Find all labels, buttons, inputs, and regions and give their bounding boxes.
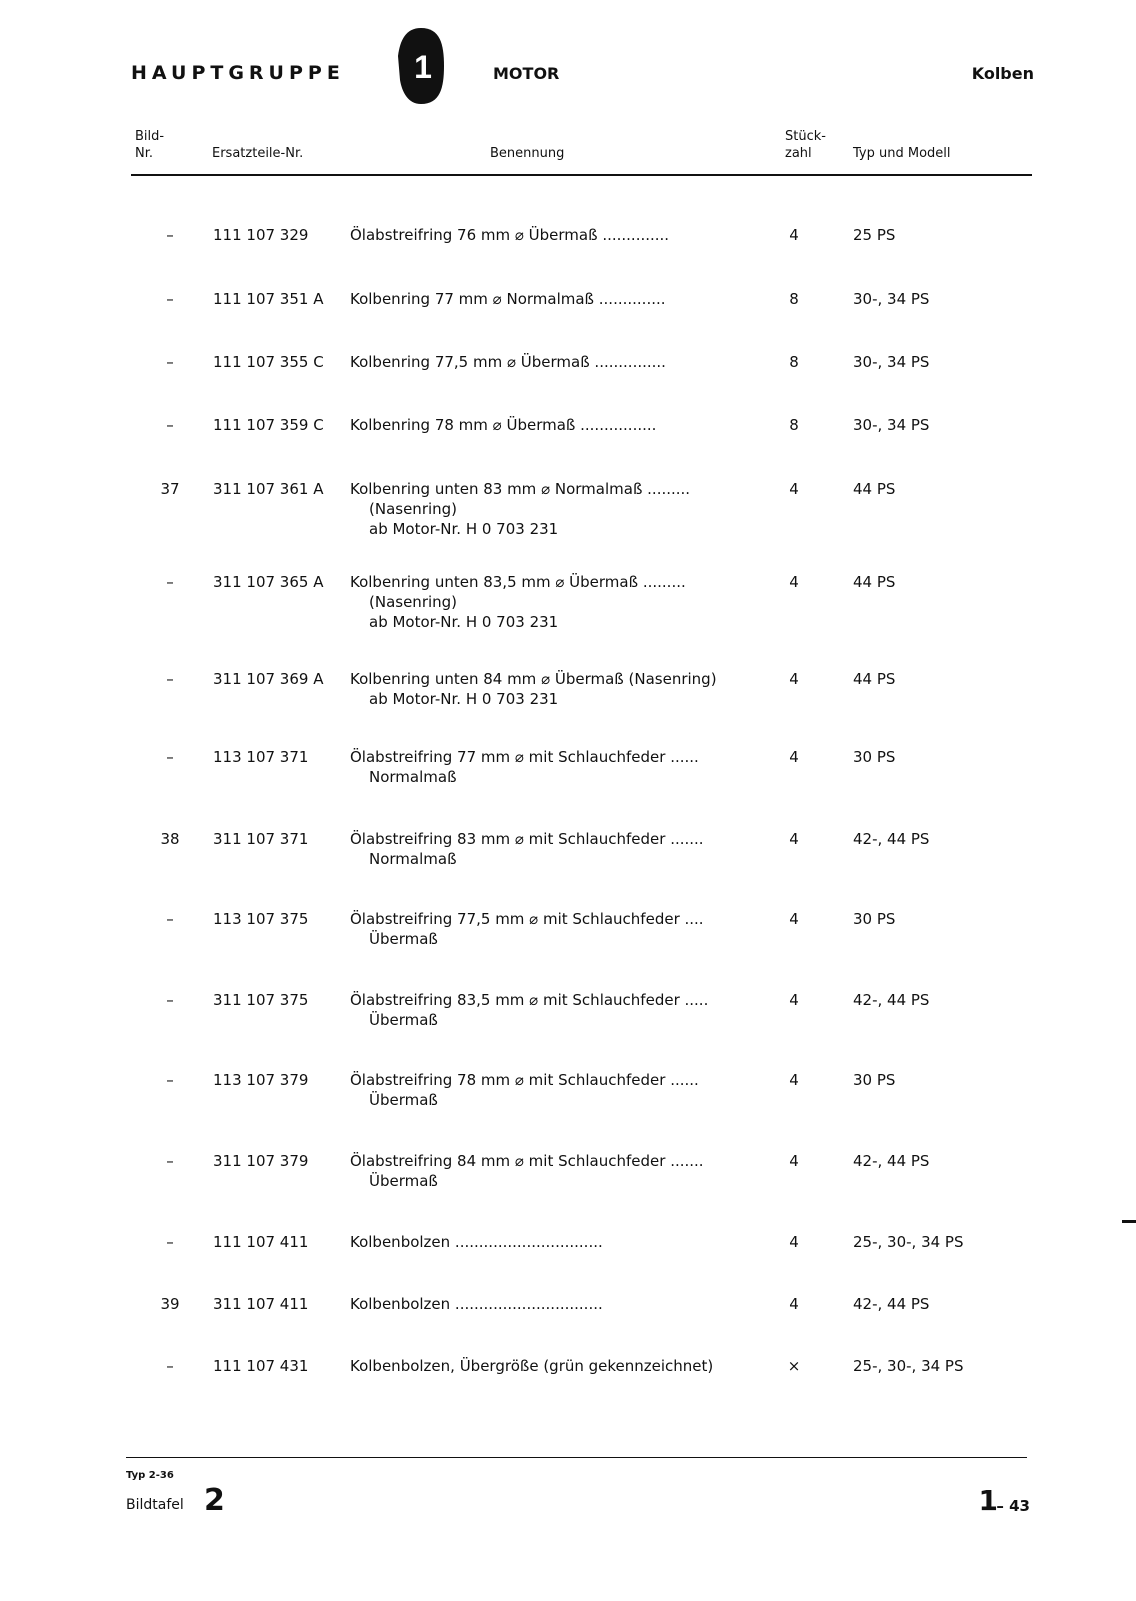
part-name-main: Kolbenring unten 83,5 mm ⌀ Übermaß .........: [350, 573, 686, 591]
part-number: 311 107 361 A: [213, 480, 324, 498]
column-header-qty-line1: Stück-: [785, 129, 826, 144]
part-name-main: Ölabstreifring 78 mm ⌀ mit Schlauchfeder ......: [350, 1071, 699, 1089]
group-number: 1: [414, 49, 432, 85]
part-number: 311 107 371: [213, 830, 309, 848]
bild-number: –: [166, 416, 174, 434]
column-header-bild-line1: Bild-: [135, 129, 165, 144]
type-model: 44 PS: [853, 670, 896, 688]
quantity: 8: [789, 290, 799, 308]
part-name-main: Kolbenbolzen ...............................: [350, 1295, 603, 1313]
page-number-sub: – 43: [996, 1497, 1030, 1515]
type-model: 25-, 30-, 34 PS: [853, 1357, 964, 1375]
part-name-main: Ölabstreifring 83 mm ⌀ mit Schlauchfeder .......: [350, 830, 704, 848]
part-number: 111 107 355 C: [213, 353, 324, 371]
part-name-detail: Übermaß: [369, 1011, 438, 1029]
quantity: 4: [789, 1233, 799, 1251]
part-number: 111 107 329: [213, 226, 309, 244]
part-number: 113 107 375: [213, 910, 309, 928]
part-number: 311 107 375: [213, 991, 309, 1009]
type-model: 30-, 34 PS: [853, 353, 930, 371]
bild-number: –: [166, 910, 174, 928]
column-header-qty-line2: zahl: [785, 146, 812, 161]
part-name-main: Kolbenring 78 mm ⌀ Übermaß ................: [350, 416, 657, 434]
quantity: 4: [789, 1071, 799, 1089]
bild-number: –: [166, 748, 174, 766]
part-number: 113 107 371: [213, 748, 309, 766]
quantity: 4: [789, 573, 799, 591]
column-header-qty: [785, 128, 826, 162]
quantity: 4: [789, 1295, 799, 1313]
bild-number: –: [166, 670, 174, 688]
part-name: [350, 829, 762, 869]
type-model: 42-, 44 PS: [853, 991, 930, 1009]
column-header-type: Typ und Modell: [853, 146, 951, 161]
quantity: 4: [789, 480, 799, 498]
bild-number: –: [166, 226, 174, 244]
part-name-main: Ölabstreifring 84 mm ⌀ mit Schlauchfeder .......: [350, 1152, 704, 1170]
part-name: [350, 1070, 762, 1110]
part-name-detail: Normalmaß: [369, 850, 457, 868]
part-name-main: Ölabstreifring 77,5 mm ⌀ mit Schlauchfeder ....: [350, 910, 704, 928]
quantity: ×: [787, 1357, 801, 1375]
bild-number: –: [166, 573, 174, 591]
part-name-main: Kolbenring 77,5 mm ⌀ Übermaß ...............: [350, 353, 666, 371]
part-name-detail: (Nasenring): [369, 500, 458, 518]
quantity: 4: [789, 1152, 799, 1170]
quantity: 4: [789, 991, 799, 1009]
quantity: 4: [789, 748, 799, 766]
part-number: 113 107 379: [213, 1071, 309, 1089]
part-name-main: Kolbenbolzen ...............................: [350, 1233, 603, 1251]
part-name-main: Kolbenring unten 84 mm ⌀ Übermaß (Nasenring): [350, 670, 717, 688]
column-header-bild-line2: Nr.: [135, 146, 154, 161]
bild-number: –: [166, 353, 174, 371]
type-model: 42-, 44 PS: [853, 830, 930, 848]
part-name-detail: ab Motor-Nr. H 0 703 231: [369, 690, 559, 708]
part-name: [350, 1151, 762, 1191]
part-name: [350, 225, 762, 245]
part-name-detail: (Nasenring): [369, 593, 458, 611]
group-number-badge: [396, 26, 446, 106]
bild-number: 38: [160, 830, 180, 848]
part-name-main: Ölabstreifring 76 mm ⌀ Übermaß ..............: [350, 226, 670, 244]
column-header-part-no: Ersatzteile-Nr.: [212, 146, 304, 161]
type-model: 44 PS: [853, 573, 896, 591]
part-name: [350, 1356, 762, 1376]
part-name: [350, 747, 762, 787]
part-name: [350, 909, 762, 949]
quantity: 8: [789, 416, 799, 434]
part-name: [350, 352, 762, 372]
bild-number: –: [166, 1152, 174, 1170]
type-model: 25-, 30-, 34 PS: [853, 1233, 964, 1251]
part-name-detail: Übermaß: [369, 1091, 438, 1109]
part-name: [350, 479, 762, 539]
part-number: 111 107 359 C: [213, 416, 324, 434]
part-name: [350, 1294, 762, 1314]
part-name-main: Kolbenbolzen, Übergröße (grün gekennzeichnet): [350, 1357, 714, 1375]
part-number: 311 107 379: [213, 1152, 309, 1170]
part-number: 111 107 411: [213, 1233, 309, 1251]
column-header-bild: [135, 128, 164, 162]
edge-mark: [1122, 1220, 1136, 1223]
part-name-main: Ölabstreifring 77 mm ⌀ mit Schlauchfeder ......: [350, 748, 699, 766]
quantity: 4: [789, 226, 799, 244]
type-model: 42-, 44 PS: [853, 1152, 930, 1170]
quantity: 4: [789, 910, 799, 928]
page-topic: Kolben: [971, 64, 1034, 83]
part-name-detail: Übermaß: [369, 1172, 438, 1190]
part-number: 111 107 351 A: [213, 290, 324, 308]
part-name: [350, 1232, 762, 1252]
part-number: 311 107 365 A: [213, 573, 324, 591]
part-number: 311 107 369 A: [213, 670, 324, 688]
quantity: 4: [789, 830, 799, 848]
section-label: MOTOR: [493, 64, 560, 83]
part-name-main: Kolbenring unten 83 mm ⌀ Normalmaß .........: [350, 480, 691, 498]
footer-bildtafel-label: Bildtafel: [126, 1497, 184, 1513]
header-divider: [131, 174, 1032, 176]
type-model: 30 PS: [853, 748, 896, 766]
part-number: 311 107 411: [213, 1295, 309, 1313]
column-header-name: Benennung: [490, 146, 565, 161]
bild-number: –: [166, 991, 174, 1009]
part-name-detail: ab Motor-Nr. H 0 703 231: [369, 520, 559, 538]
bild-number: –: [166, 1357, 174, 1375]
part-name-main: Kolbenring 77 mm ⌀ Normalmaß ..............: [350, 290, 666, 308]
part-name-detail: Übermaß: [369, 930, 438, 948]
type-model: 30-, 34 PS: [853, 416, 930, 434]
part-name: [350, 669, 762, 709]
bild-number: 37: [160, 480, 180, 498]
quantity: 8: [789, 353, 799, 371]
part-name: [350, 289, 762, 309]
type-model: 44 PS: [853, 480, 896, 498]
group-badge-shape: [396, 26, 446, 106]
part-number: 111 107 431: [213, 1357, 309, 1375]
type-model: 42-, 44 PS: [853, 1295, 930, 1313]
part-name: [350, 572, 762, 632]
part-name: [350, 990, 762, 1030]
type-model: 30 PS: [853, 1071, 896, 1089]
part-name-detail: ab Motor-Nr. H 0 703 231: [369, 613, 559, 631]
main-group-label: HAUPTGRUPPE: [131, 62, 345, 84]
bild-number: –: [166, 290, 174, 308]
part-name: [350, 415, 762, 435]
bild-number: –: [166, 1071, 174, 1089]
page-number-main: 1: [978, 1484, 998, 1517]
bild-number: 39: [160, 1295, 180, 1313]
type-model: 30 PS: [853, 910, 896, 928]
part-name-main: Ölabstreifring 83,5 mm ⌀ mit Schlauchfeder .....: [350, 991, 709, 1009]
footer-bildtafel-number: 2: [204, 1483, 225, 1518]
quantity: 4: [789, 670, 799, 688]
part-name-detail: Normalmaß: [369, 768, 457, 786]
type-model: 25 PS: [853, 226, 896, 244]
footer-type-label: Typ 2-36: [126, 1470, 174, 1481]
type-model: 30-, 34 PS: [853, 290, 930, 308]
footer-divider: [126, 1457, 1027, 1458]
bild-number: –: [166, 1233, 174, 1251]
